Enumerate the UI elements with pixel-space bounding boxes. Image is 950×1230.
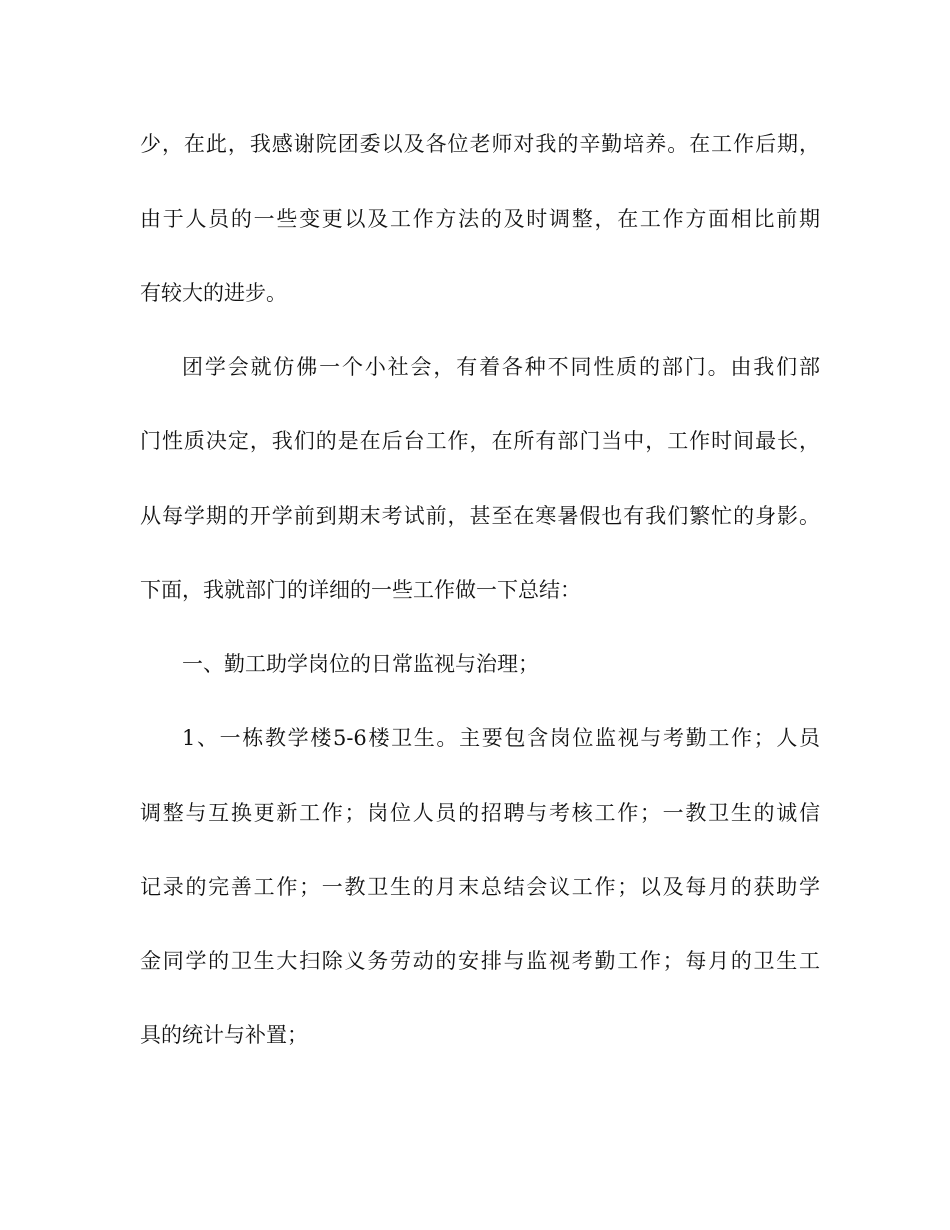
paragraph-first-line: 团学会就仿佛一个小社会，有着各种不同性质的部门。由我们部 bbox=[182, 355, 820, 379]
text-line: 有较大的进步。 bbox=[140, 281, 287, 305]
text-line: 少，在此，我感谢院团委以及各位老师对我的辛勤培养。在工作后期， bbox=[140, 132, 820, 156]
text-line: 从每学期的开学前到期末考试前，甚至在寒暑假也有我们繁忙的身影。 bbox=[140, 504, 820, 528]
text-line: 金同学的卫生大扫除义务劳动的安排与监视考勤工作；每月的卫生工 bbox=[140, 949, 820, 973]
list-item-first-line: 1、一栋教学楼5-6楼卫生。主要包含岗位监视与考勤工作；人员 bbox=[182, 726, 820, 750]
text-line: 具的统计与补置； bbox=[140, 1023, 308, 1047]
section-heading: 一、勤工助学岗位的日常监视与治理； bbox=[182, 652, 539, 676]
text-line: 记录的完善工作；一教卫生的月末总结会议工作；以及每月的获助学 bbox=[140, 875, 820, 899]
text-line: 调整与互换更新工作；岗位人员的招聘与考核工作；一教卫生的诚信 bbox=[140, 801, 820, 825]
text-line: 门性质决定，我们的是在后台工作，在所有部门当中，工作时间最长， bbox=[140, 429, 820, 453]
text-line: 下面，我就部门的详细的一些工作做一下总结： bbox=[140, 578, 581, 602]
text-line: 由于人员的一些变更以及工作方法的及时调整，在工作方面相比前期 bbox=[140, 207, 820, 231]
